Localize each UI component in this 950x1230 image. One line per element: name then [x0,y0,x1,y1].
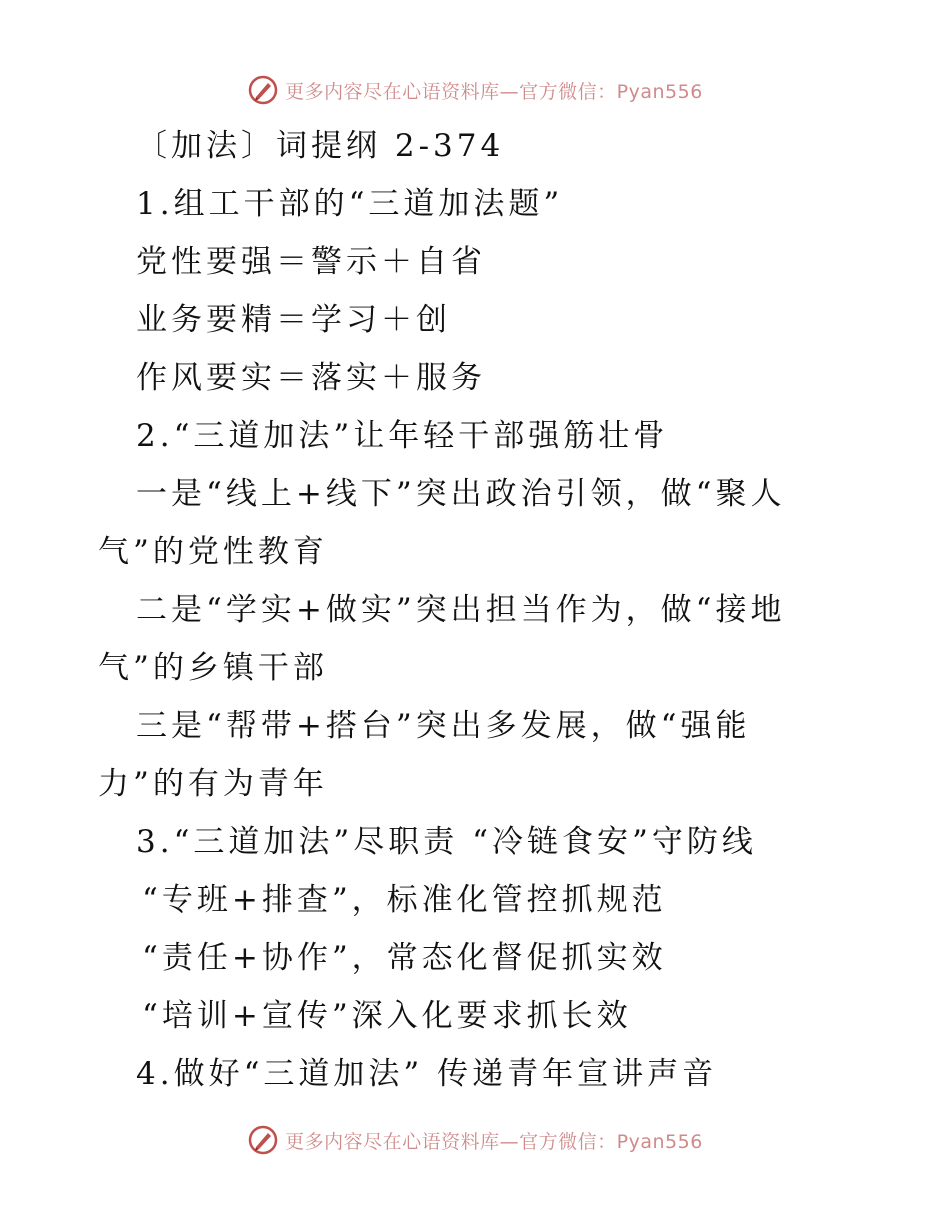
text-line: 作风要实＝落实＋服务 [136,360,486,396]
text-line-continued: 力”的有为青年 [98,766,328,802]
watermark-text: 更多内容尽在心语资料库—官方微信：Pyan556 [285,80,703,103]
watermark-text: 更多内容尽在心语资料库—官方微信：Pyan556 [285,1130,703,1153]
text-line-continued: 气”的党性教育 [98,534,328,570]
section-heading-2: 2.“三道加法”让年轻干部强筋壮骨 [136,418,669,454]
text-line: 一是“线上+线下”突出政治引领，做“聚人 [136,476,786,512]
text-line: 业务要精＝学习＋创 [136,302,451,338]
text-line: 党性要强＝警示＋自省 [136,244,486,280]
text-line: “培训+宣传”深入化要求抓长效 [142,998,632,1034]
watermark-header [0,70,950,110]
section-heading-4: 4.做好“三道加法” 传递青年宣讲声音 [136,1056,718,1092]
doc-title: 〔加法〕词提纲 2-374 [136,128,505,164]
text-line-continued: 气”的乡镇干部 [98,650,328,686]
section-heading-1: 1.组工干部的“三道加法题” [136,186,564,222]
text-line: 二是“学实+做实”突出担当作为，做“接地 [136,592,786,628]
text-line: “责任+协作”，常态化督促抓实效 [142,940,667,976]
text-line: “专班+排查”，标准化管控抓规范 [142,882,667,918]
text-line: 三是“帮带+搭台”突出多发展，做“强能 [136,708,751,744]
section-heading-3: 3.“三道加法”尽职责 “冷链食安”守防线 [136,824,757,860]
pen-logo-icon [247,1124,279,1156]
pen-logo-icon [247,74,279,106]
watermark-footer [0,1120,950,1160]
